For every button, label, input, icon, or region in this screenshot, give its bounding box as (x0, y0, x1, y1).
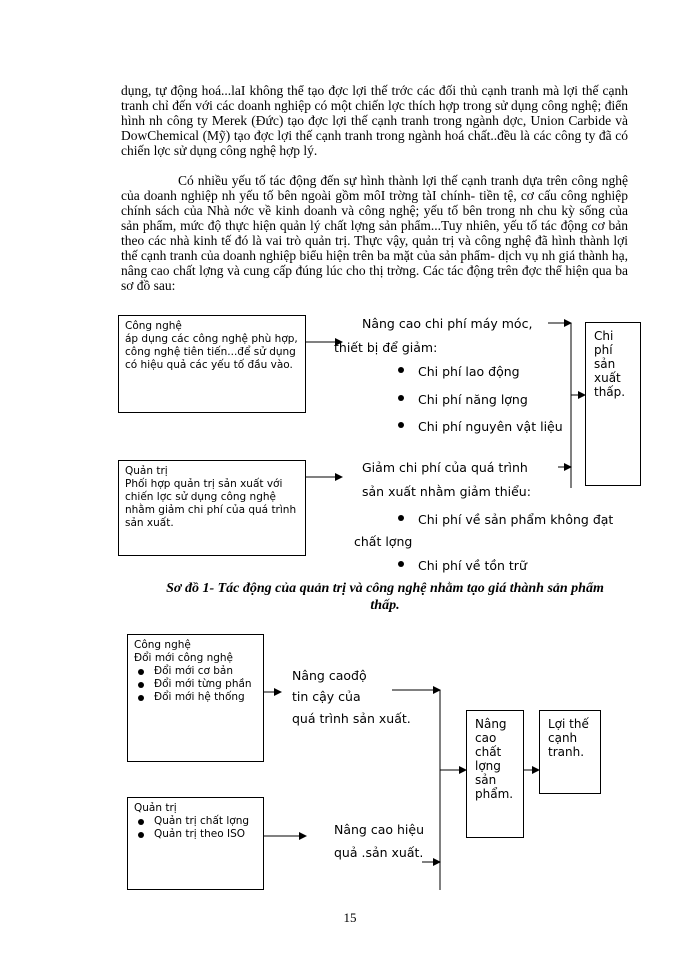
bullet-icon (398, 395, 404, 401)
reliability-label-line-1: Nâng caođộ (292, 668, 367, 683)
technology-box-2-title: Công nghệ (134, 639, 191, 651)
management-box (118, 460, 306, 556)
bullet-icon (398, 561, 404, 567)
bullet-inventory-cost: Chi phí về tồn trữ (418, 558, 527, 573)
competitive-advantage-box: Lợi thế cạnh tranh. (539, 710, 601, 794)
management-box-body: Phối hợp quản trị sản xuất với chiến lợc sử dụng công nghệ nhằm giảm chi phí của quá trình sản xuất. (125, 478, 297, 529)
bullet-defect-cost-cont: chất lợng (354, 534, 413, 549)
bottom-label-line-2: sản xuất nhằm giảm thiểu: (362, 484, 531, 499)
low-cost-result-box: Chi phí sản xuất thấp. (585, 322, 641, 486)
technology-box-title: Công nghệ (125, 320, 182, 332)
list-item: Đổi mới cơ bản (134, 665, 257, 678)
bullet-defect-cost: Chi phí về sản phẩm không đạt (418, 512, 614, 527)
efficiency-label-line-1: Nâng cao hiệu (334, 822, 425, 837)
efficiency-label-line-2: quả .sản xuất. (334, 845, 424, 860)
paragraph-2: Có nhiều yếu tố tác động đến sự hình thành lợi thế cạnh tranh dựa trên công nghệ của doanh nghiệp nh yếu tố bên ngoài gồm môI trờng tàI chính- tiền tệ, cơ cấu công nghiệp chính sách của Nhà nớc về kinh doanh và công nghệ; yếu tố bên trong nh chu kỳ sống của sản phẩm, mức độ thực hiện quản lý chất lợng sản phẩm...Tuy nhiên, yếu tố tác động cơ bản theo các nhà kinh tế đó là vai trò quản trị. Thực vậy, quản trị và công nghệ đã hình thành lợi thế cạnh tranh của doanh nghiệp biểu hiện trên ba mặt của sản phẩm- dịch vụ nh giá thành hạ, nâng cao chất lợng và cung cấp đúng lúc cho thị trờng. Các tác động trên đợc thể hiện qua ba sơ đồ sau: (121, 173, 628, 293)
management-list (134, 815, 257, 841)
technology-box-2 (127, 634, 264, 762)
bullet-labor-cost: Chi phí lao động (418, 364, 520, 379)
diagram-1-caption: Sơ đồ 1- Tác động của quản trị và công nghệ nhằm tạo giá thành sản phẩm thấp. (166, 581, 604, 613)
paragraph-1: dụng, tự động hoá...laI không thể tạo đợc lợi thế trớc các đối thủ cạnh tranh mà lợi thế cạnh tranh chỉ đến với các doanh nghiệp có một chiến lợc thích hợp trong sử dụng công nghệ; điển hình nh công ty Merek (Đức) tạo đợc lợi thế cạnh tranh trong ngành dợc, Union Carbide và DowChemical (Mỹ) tạo đợc lợi thế cạnh tranh trong ngành hoá chất..đều là các công ty đã có chiến lợc sử dụng công nghệ hợp lý. (121, 83, 628, 158)
reliability-label-line-3: quá trình sản xuất. (292, 711, 411, 726)
bullet-energy-cost: Chi phí năng lợng (418, 392, 528, 407)
list-item: Đổi mới từng phần (134, 678, 257, 691)
top-label-line-2: thiết bị để giảm: (334, 340, 438, 355)
list-item: Quản trị theo ISO (134, 828, 257, 841)
bullet-material-cost: Chi phí nguyên vật liệu (418, 419, 563, 434)
bullet-icon (398, 422, 404, 428)
bullet-icon (398, 515, 404, 521)
technology-box (118, 315, 306, 413)
page-number: 15 (343, 910, 357, 925)
top-label-line-1: Nâng cao chi phí máy móc, (362, 316, 533, 331)
management-box-2-title: Quản trị (134, 802, 177, 814)
management-box-title: Quản trị (125, 465, 168, 477)
quality-result-box: Nâng cao chất lợng sản phẩm. (466, 710, 524, 838)
technology-box-body: áp dụng các công nghệ phù hợp, công nghệ tiên tiến...để sử dụng có hiệu quả các yếu tố đầu vào. (125, 333, 298, 371)
bottom-label-line-1: Giảm chi phí của quá trình (362, 460, 528, 475)
reliability-label-line-2: tin cậy của (292, 689, 361, 704)
management-box-2 (127, 797, 264, 890)
list-item: Quản trị chất lợng (134, 815, 257, 828)
list-item: Đổi mới hệ thống (134, 691, 257, 704)
innovation-list (134, 665, 257, 704)
technology-box-2-subtitle: Đổi mới công nghệ (134, 652, 234, 664)
bullet-icon (398, 367, 404, 373)
